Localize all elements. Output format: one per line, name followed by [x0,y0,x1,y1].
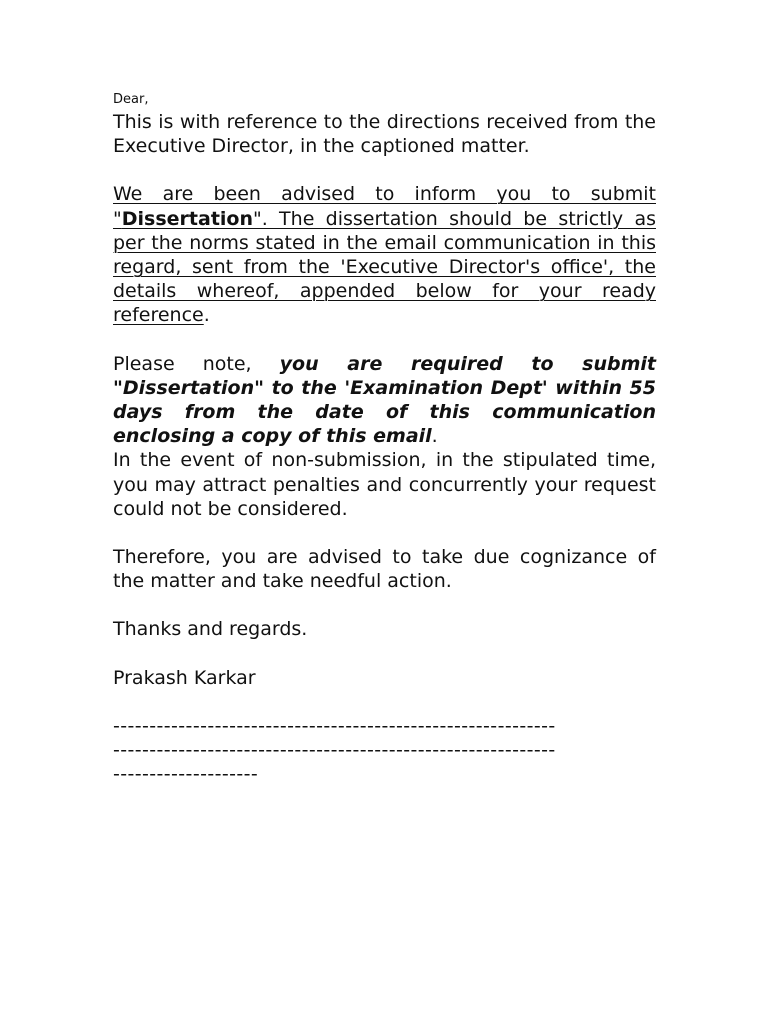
note-emphasis: you are required to submit "Dissertation" to the 'Examination Dept' within 55 days from the date of this communication enclosing a copy of this email [113,352,656,448]
paragraph-gap [113,158,656,182]
note-lead: Please note, [113,352,280,375]
dissertation-term: Dissertation [121,207,253,230]
paragraph-gap [113,593,656,617]
salutation: Dear, [113,92,149,107]
separator-rule [113,714,656,787]
signatory-name: Prakash Karkar [113,666,256,689]
paragraph-gap [113,642,656,666]
closing-advice-paragraph: Therefore, you are advised to take due cognizance of the matter and take needful action. [113,546,656,593]
intro-paragraph: This is with reference to the directions received from the Executive Director, in the captioned matter. [113,111,656,158]
note-paragraph [113,352,656,449]
sign-off: Thanks and regards. [113,618,308,641]
letter-body [113,90,656,786]
separator-line: ------------------------------------------------------------- [113,714,556,737]
advice-paragraph [113,182,656,327]
advice-text-start: We are been advised to inform you to submit " [113,183,656,230]
separator-line: -------------------- [113,763,259,786]
advice-text-rest: ". The dissertation should be strictly as per the norms stated in the email communication in this regard, sent from the 'Executive Director's office', the details whereof, appended below for your ready reference [113,207,656,327]
separator-line: ------------------------------------------------------------- [113,739,556,762]
penalty-paragraph: In the event of non-submission, in the stipulated time, you may attract penalties and concurrently your request could not be considered. [113,449,656,520]
paragraph-gap [113,521,656,545]
paragraph-gap [113,690,656,714]
advice-period: . [203,304,210,327]
paragraph-gap [113,328,656,352]
note-period: . [431,425,438,448]
